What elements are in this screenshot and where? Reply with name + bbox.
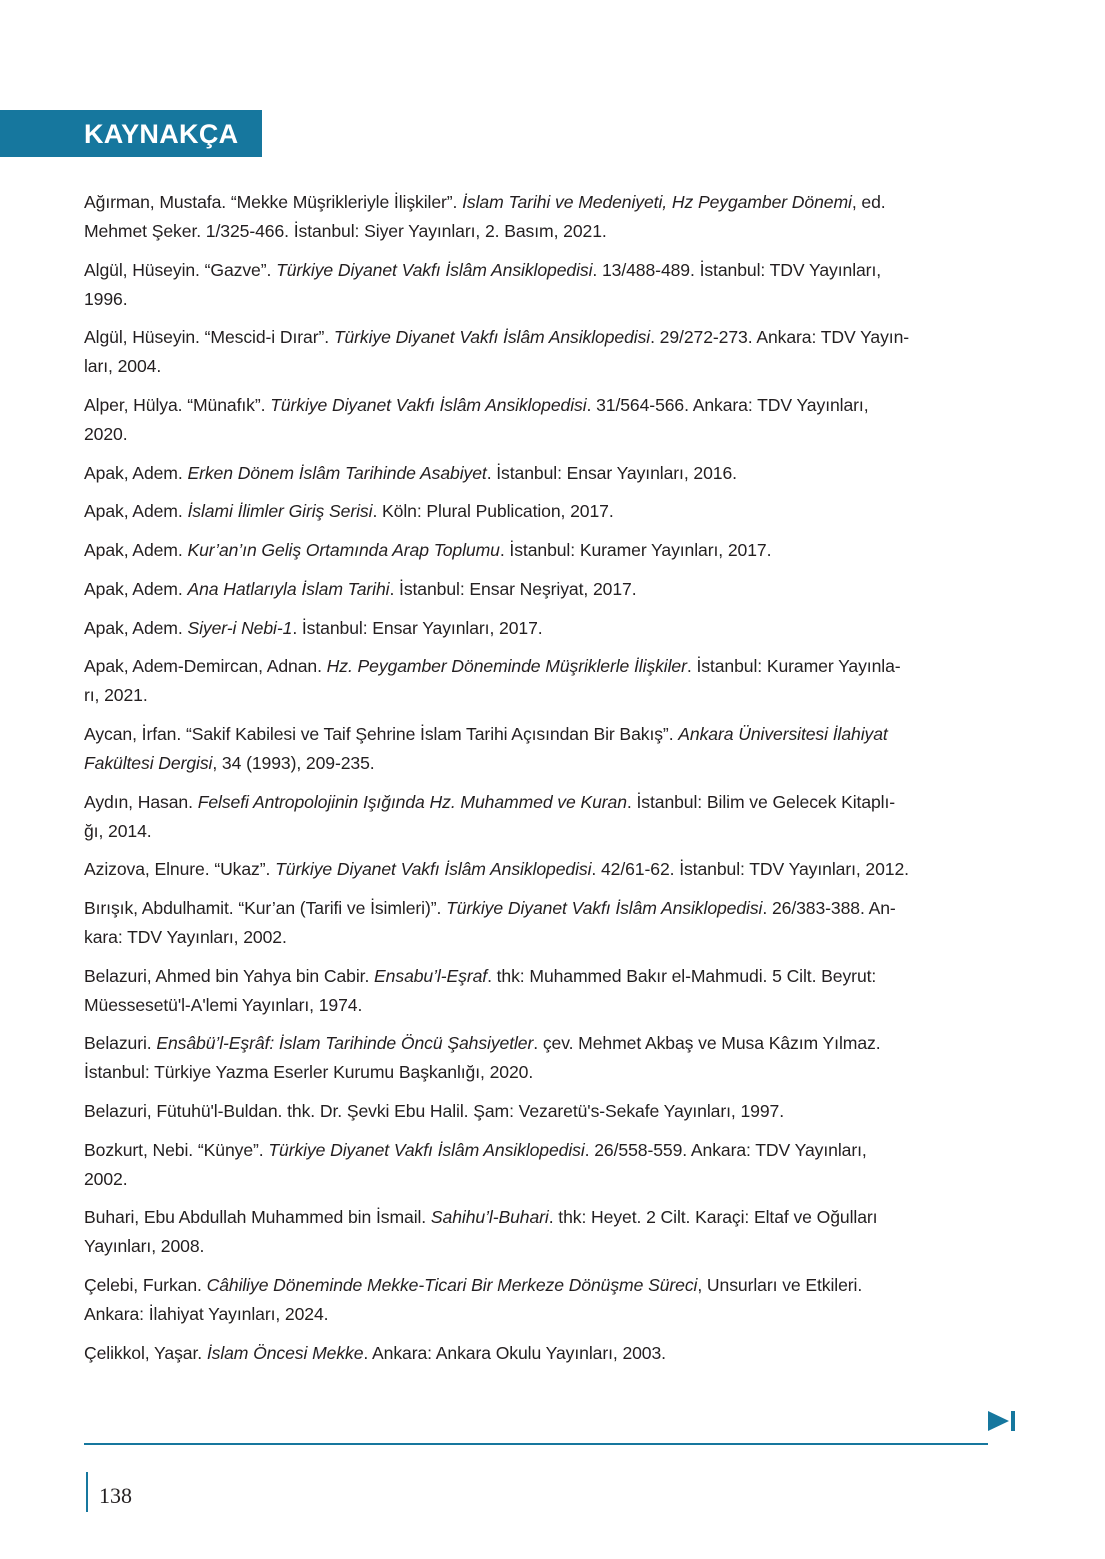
reference-entry: [84, 855, 994, 884]
reference-title: Kur’an’ın Geliş Ortamında Arap Toplumu: [187, 540, 500, 561]
reference-text: . çev. Mehmet Akbaş ve Musa Kâzım Yılmaz.: [533, 1033, 881, 1054]
page-number: 138: [99, 1483, 132, 1508]
reference-entry: [84, 1029, 994, 1087]
reference-title: Ensâbü’l-Eşrâf: İslam Tarihinde Öncü Şahsiyetler: [156, 1033, 534, 1054]
reference-text: İstanbul: Türkiye Yazma Eserler Kurumu Başkanlığı, 2020.: [84, 1062, 534, 1083]
reference-text: . 42/61-62. İstanbul: TDV Yayınları, 2012.: [591, 859, 909, 880]
reference-text: Belazuri.: [84, 1033, 157, 1054]
reference-title: İslam Tarihi ve Medeniyeti, Hz Peygamber Dönemi: [462, 192, 852, 212]
page-number-bar: [86, 1472, 88, 1512]
reference-entry: [84, 536, 994, 565]
reference-text: Apak, Adem-Demircan, Adnan.: [84, 656, 327, 677]
reference-text: Buhari, Ebu Abdullah Muhammed bin İsmail.: [84, 1207, 431, 1228]
reference-text: . 29/272-273. Ankara: TDV Yayın-: [650, 327, 910, 348]
reference-title: Felsefi Antropolojinin Işığında Hz. Muhammed ve Kuran: [197, 791, 627, 812]
reference-entry: [84, 459, 994, 488]
reference-title: Türkiye Diyanet Vakfı İslâm Ansiklopedisi: [276, 259, 593, 280]
reference-text: . thk: Heyet. 2 Cilt. Karaçi: Eltaf ve Oğulları: [548, 1207, 878, 1228]
reference-entry: [84, 1136, 994, 1194]
reference-text: Yayınları, 2008.: [84, 1236, 205, 1257]
reference-entry: [84, 720, 994, 778]
reference-text: Ağırman, Mustafa. “Mekke Müşrikleriyle İlişkiler”.: [84, 192, 463, 212]
reference-text: Azizova, Elnure. “Ukaz”.: [84, 859, 276, 880]
reference-text: . thk: Muhammed Bakır el-Mahmudi. 5 Cilt. Beyrut:: [487, 965, 877, 986]
reference-entry: [84, 1271, 994, 1329]
skip-next-icon[interactable]: [987, 1410, 1017, 1432]
reference-text: Bozkurt, Nebi. “Künye”.: [84, 1139, 269, 1160]
reference-text: Apak, Adem.: [84, 617, 188, 638]
reference-text: Apak, Adem.: [84, 540, 188, 561]
reference-title: Erken Dönem İslâm Tarihinde Asabiyet: [187, 462, 487, 483]
reference-text: kara: TDV Yayınları, 2002.: [84, 926, 287, 947]
reference-title: Ensabu’l-Eşraf: [374, 965, 488, 986]
reference-text: Alper, Hülya. “Münafık”.: [84, 395, 271, 416]
reference-text: ları, 2004.: [84, 356, 162, 377]
reference-text: Müessesetü'l-A'lemi Yayınları, 1974.: [84, 994, 363, 1015]
reference-title: Câhiliye Döneminde Mekke-Ticari Bir Merkeze Dönüşme Süreci: [206, 1275, 698, 1296]
reference-text: . Ankara: Ankara Okulu Yayınları, 2003.: [363, 1342, 666, 1363]
reference-text: Mehmet Şeker. 1/325-466. İstanbul: Siyer Yayınları, 2. Basım, 2021.: [84, 221, 607, 241]
reference-title: Ana Hatlarıyla İslam Tarihi: [187, 578, 390, 599]
reference-text: , ed.: [851, 192, 886, 212]
page-title: KAYNAKÇA: [84, 119, 239, 149]
reference-entry: [84, 962, 994, 1020]
reference-title: Siyer-i Nebi-1: [187, 617, 293, 638]
reference-title: Türkiye Diyanet Vakfı İslâm Ansiklopedisi: [275, 859, 592, 880]
reference-title: İslami İlimler Giriş Serisi: [187, 501, 373, 522]
reference-title: Sahihu’l-Buhari: [430, 1207, 549, 1228]
reference-text: . 26/558-559. Ankara: TDV Yayınları,: [584, 1139, 867, 1160]
reference-text: 1996.: [84, 288, 128, 309]
reference-list: [84, 188, 994, 1377]
reference-title: Türkiye Diyanet Vakfı İslâm Ansiklopedisi: [270, 395, 587, 416]
reference-text: ğı, 2014.: [84, 820, 152, 841]
reference-text: . 31/564-566. Ankara: TDV Yayınları,: [586, 395, 869, 416]
reference-text: Aycan, İrfan. “Sakif Kabilesi ve Taif Şehrine İslam Tarihi Açısından Bir Bakış”.: [84, 723, 679, 744]
reference-entry: [84, 1203, 994, 1261]
reference-entry: [84, 575, 994, 604]
reference-entry: [84, 188, 994, 246]
reference-entry: [84, 1339, 994, 1368]
reference-text: Apak, Adem.: [84, 462, 188, 483]
reference-text: . İstanbul: Ensar Neşriyat, 2017.: [389, 578, 637, 599]
reference-entry: [84, 497, 994, 526]
reference-text: Belazuri, Ahmed bin Yahya bin Cabir.: [84, 965, 375, 986]
reference-entry: [84, 652, 994, 710]
reference-entry: [84, 894, 994, 952]
reference-title: İslam Öncesi Mekke: [206, 1342, 364, 1363]
reference-text: , Unsurları ve Etkileri.: [697, 1275, 863, 1296]
reference-text: Bırışık, Abdulhamit. “Kur’an (Tarifi ve İsimleri)”.: [84, 897, 447, 918]
reference-entry: [84, 323, 994, 381]
reference-text: Çelikkol, Yaşar.: [84, 1342, 207, 1363]
reference-text: 2020.: [84, 424, 128, 445]
reference-title: Ankara Üniversitesi İlahiyat: [678, 723, 888, 744]
reference-text: . İstanbul: Bilim ve Gelecek Kitaplı-: [626, 791, 896, 812]
reference-text: . 13/488-489. İstanbul: TDV Yayınları,: [592, 259, 882, 280]
reference-text: 2002.: [84, 1168, 128, 1189]
reference-text: Belazuri, Fütuhü'l-Buldan. thk. Dr. Şevki Ebu Halil. Şam: Vezaretü's-Sekafe Yayınları, 1997.: [84, 1101, 784, 1121]
reference-title: Türkiye Diyanet Vakfı İslâm Ansiklopedisi: [268, 1139, 585, 1160]
footer-divider: [84, 1443, 988, 1445]
reference-text: Algül, Hüseyin. “Gazve”.: [84, 259, 277, 280]
reference-text: . Köln: Plural Publication, 2017.: [372, 501, 614, 522]
reference-entry: [84, 788, 994, 846]
reference-text: . İstanbul: Ensar Yayınları, 2017.: [292, 617, 543, 638]
reference-text: Apak, Adem.: [84, 501, 188, 522]
reference-text: Algül, Hüseyin. “Mescid-i Dırar”.: [84, 327, 334, 348]
reference-text: , 34 (1993), 209-235.: [212, 752, 375, 773]
reference-title: Hz. Peygamber Döneminde Müşriklerle İlişkiler: [326, 656, 687, 677]
reference-text: Aydın, Hasan.: [84, 791, 198, 812]
reference-text: . İstanbul: Kuramer Yayınları, 2017.: [499, 540, 772, 561]
reference-text: . İstanbul: Ensar Yayınları, 2016.: [486, 462, 737, 483]
reference-text: Apak, Adem.: [84, 578, 188, 599]
reference-entry: [84, 391, 994, 449]
reference-text: Çelebi, Furkan.: [84, 1275, 207, 1296]
reference-title: Fakültesi Dergisi: [84, 752, 213, 773]
reference-title: Türkiye Diyanet Vakfı İslâm Ansiklopedisi: [446, 897, 763, 918]
reference-text: rı, 2021.: [84, 685, 148, 706]
reference-entry: [84, 614, 994, 643]
reference-entry: [84, 256, 994, 314]
reference-entry: [84, 1097, 994, 1126]
reference-title: Türkiye Diyanet Vakfı İslâm Ansiklopedisi: [333, 327, 651, 348]
reference-text: Ankara: İlahiyat Yayınları, 2024.: [84, 1304, 329, 1325]
reference-text: . 26/383-388. An-: [762, 897, 896, 918]
reference-text: . İstanbul: Kuramer Yayınla-: [686, 656, 901, 677]
